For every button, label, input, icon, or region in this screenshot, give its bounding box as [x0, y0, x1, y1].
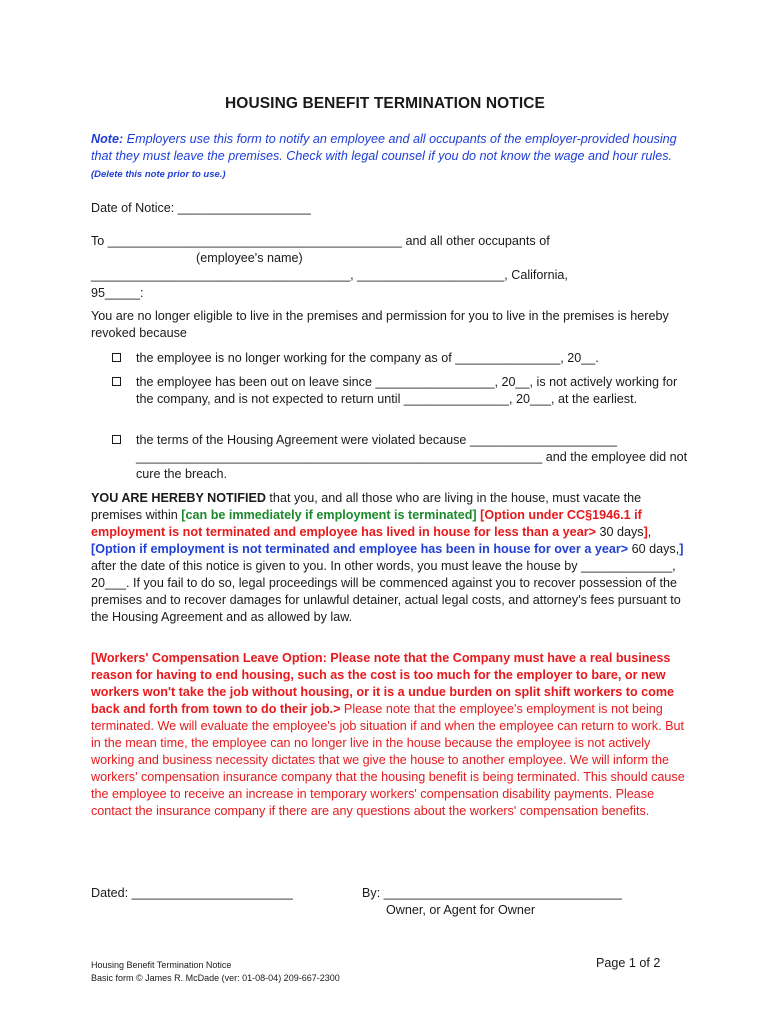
workers-comp-text: Please note that the employee's employment is not being terminated. We will evaluate the employee's job situation if and when the employee can return to work. But in the mean time, the employee can no longer live in the house because the employee is not actively working and business necessity dictates that we give the house to another employee. We will inform the workers' compensation insurance company that the housing benefit is being terminated. This should cause the employee to receive an increase in temporary workers' compensation disability payments. Please contact the insurance company if there are any questions about the workers' compensation benefits. [91, 702, 685, 818]
workers-comp-bold: [Workers' Compensation Leave Option: Please note that the Company must have a real business reason for having to end housing, such as the cost is too much for the employer to bare, or new workers won't take the job without housing, or it is a undue burden on split shift workers to come back and forth from town to do their job.> [91, 651, 675, 716]
option-text: the employee has been out on leave since _________________, 20__, is not actively working for the company, and is not expected to return until _______________, 20___, at the earliest. [136, 375, 678, 406]
notified-comma: , [647, 525, 652, 539]
to-line: To __________________________________________ and all other occupants of [91, 234, 550, 248]
footer-info [91, 959, 340, 985]
address-line: _____________________________________, _____________________, California, [91, 268, 568, 282]
checkbox[interactable] [112, 353, 121, 362]
option-text: the terms of the Housing Agreement were violated because _____________________ __________________________________________________________ and the employee did not cure the breach. [136, 433, 688, 481]
note-delete-hint: (Delete this note prior to use.) [91, 169, 226, 180]
option-immediate: [can be immediately if employment is terminated] [181, 508, 477, 522]
notified-text-1: that you, and all those who are living in the house, must vacate the premises within [91, 491, 642, 522]
option-under-year-close: ] [643, 525, 648, 539]
employee-name-caption: (employee's name) [196, 251, 303, 265]
signature-line: By: __________________________________ [362, 886, 622, 900]
employer-note [91, 131, 691, 183]
footer-copyright: Basic form © James R. McDade (ver: 01-08-04) 209-667-2300 [91, 973, 340, 983]
footer-doc-name: Housing Benefit Termination Notice [91, 960, 232, 970]
notified-text-4: after the date of this notice is given to you. In other words, you must leave the house by _____________, 20___. If you fail to do so, legal proceedings will be commenced against you to recover possession of the premises and to recover damages for unlawful detainer, actual legal costs, and attorney's fees pursuant to the Housing Agreement and as allowed by law. [91, 559, 681, 624]
option-over-year-close: ] [679, 542, 684, 556]
notified-text-2: 30 days [595, 525, 644, 539]
option-over-year: [Option if employment is not terminated and employee has been in house for over a year> [91, 542, 629, 556]
note-text: Employers use this form to notify an employee and all occupants of the employer-provided housing that they must leave the premises. Check with legal counsel if you do not know the wage and hour rules. [91, 132, 677, 163]
notified-text-3: 60 days, [628, 542, 680, 556]
checkbox[interactable] [112, 435, 121, 444]
page-number: Page 1 of 2 [596, 956, 661, 970]
document-title: HOUSING BENEFIT TERMINATION NOTICE [225, 95, 545, 112]
date-of-notice: Date of Notice: ___________________ [91, 201, 311, 215]
option-agreement-violated [112, 432, 692, 483]
option-no-longer-working [112, 350, 692, 367]
signature-caption: Owner, or Agent for Owner [386, 903, 536, 917]
checkbox[interactable] [112, 377, 121, 386]
option-text: the employee is no longer working for the company as of _______________, 20__. [136, 351, 599, 365]
option-on-leave [112, 374, 692, 408]
note-label: Note: [91, 132, 124, 146]
option-under-year: [Option under CC§1946.1 if employment is not terminated and employee has lived in house for less than a year> [91, 508, 642, 539]
zip-line: 95_____: [91, 286, 144, 300]
notified-lead: YOU ARE HEREBY NOTIFIED [91, 491, 266, 505]
dated-line: Dated: _______________________ [91, 886, 293, 900]
workers-comp-option [91, 650, 689, 820]
notified-paragraph [91, 490, 689, 626]
revocation-intro: You are no longer eligible to live in the premises and permission for you to live in the premises is hereby revoked because [91, 309, 669, 340]
